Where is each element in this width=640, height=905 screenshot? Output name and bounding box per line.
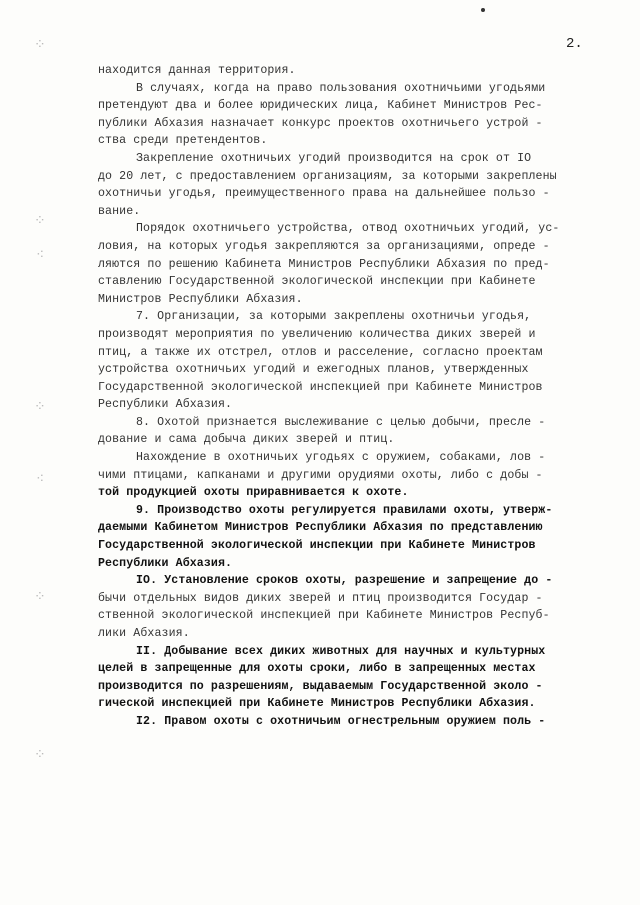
binding-hole-mark: ⁖ (36, 471, 45, 487)
binding-hole-mark: ⁘ (34, 399, 46, 415)
text-line: бычи отдельных видов диких зверей и птиц производится Государ - (98, 591, 543, 605)
paragraph (98, 220, 604, 308)
text-line: ставлению Государственной экологической инспекции при Кабинете (98, 275, 536, 289)
text-line: находится данная территория. (98, 64, 296, 77)
text-line: птиц, а также их отстрел, отлов и расселение, согласно проектам (98, 345, 543, 359)
text-line: Республики Абхазия. (98, 398, 233, 412)
text-line: I2. Правом охоты с охотничьим огнестрельным оружием поль - (136, 714, 546, 728)
text-line: Государственной экологической инспекцией при Кабинете Министров (98, 380, 543, 394)
text-line: ловия, на которых угодья закрепляются за организациями, опреде - (98, 239, 550, 253)
text-line: дование и сама добыча диких зверей и птиц. (98, 433, 395, 447)
text-line: чими птицами, капканами и другими орудиями охоты, либо с добы - (98, 468, 543, 482)
text-line: устройства охотничьих угодий и ежегодных планов, утвержденных (98, 363, 529, 377)
text-line: 8. Охотой признается выслеживание с целью добычи, пресле - (136, 415, 546, 429)
text-line: II. Добывание всех диких животных для научных и культурных (136, 644, 546, 658)
paragraph (98, 643, 604, 713)
paragraph (98, 308, 604, 414)
text-line: претендуют два и более юридических лица, Кабинет Министров Рес- (98, 99, 543, 113)
text-line: целей в запрещенные для охоты сроки, либо в запрещенных местах (98, 662, 536, 676)
binding-hole-mark: ⁘ (34, 747, 46, 763)
text-line: Закрепление охотничьих угодий производится на срок от IO (136, 151, 532, 165)
text-line: В случаях, когда на право пользования охотничьими угодьями (136, 81, 546, 95)
binding-hole-mark: ⁖ (36, 247, 45, 263)
text-line: Государственной экологической инспекции при Кабинете Министров (98, 539, 536, 553)
paragraph (98, 150, 604, 220)
binding-holes (26, 0, 66, 905)
paragraph (98, 62, 604, 80)
paragraph (98, 502, 604, 572)
text-line: даемыми Кабинетом Министров Республики Абхазия по представлению (98, 521, 543, 535)
paragraph (98, 572, 604, 642)
text-line: публики Абхазия назначает конкурс проектов охотничьего устрой - (98, 116, 543, 130)
text-line: до 20 лет, с предоставлением организациям, за которыми закреплены (98, 169, 557, 183)
text-line: Нахождение в охотничьих угодьях с оружием, собаками, лов - (136, 451, 546, 465)
binding-hole-mark: ⁘ (34, 37, 46, 53)
text-line: лики Абхазия. (98, 627, 190, 640)
text-line: Республики Абхазия. (98, 556, 233, 570)
paragraph (98, 414, 604, 449)
paragraph (98, 713, 604, 731)
paragraph (98, 80, 604, 150)
page-number: 2. (566, 36, 583, 52)
text-line: ственной экологической инспекцией при Кабинете Министров Респуб- (98, 609, 550, 623)
text-line: 9. Производство охоты регулируется правилами охоты, утверж- (136, 503, 553, 517)
text-line: Порядок охотничьего устройства, отвод охотничьих угодий, ус- (136, 222, 560, 236)
text-line: IO. Установление сроков охоты, разрешение и запрещение до - (136, 574, 553, 588)
binding-hole-mark: ⁘ (34, 589, 46, 605)
text-line: производят мероприятия по увеличению количества диких зверей и (98, 327, 536, 341)
text-line: той продукцией охоты приравнивается к охоте. (98, 486, 409, 500)
text-line: Министров Республики Абхазия. (98, 292, 303, 306)
text-line: гической инспекцией при Кабинете Министров Республики Абхазия. (98, 697, 536, 711)
text-line: производится по разрешениям, выдаваемым Государственной эколо - (98, 679, 543, 693)
paragraph (98, 449, 604, 502)
text-line: 7. Организации, за которыми закреплены охотничьи угодья, (136, 310, 532, 324)
text-line: ляются по решению Кабинета Министров Республики Абхазия по пред- (98, 257, 550, 271)
speck-mark (481, 8, 485, 12)
text-line: ства среди претендентов. (98, 134, 268, 148)
text-line: вание. (98, 204, 141, 218)
document-body (98, 62, 604, 731)
binding-hole-mark: ⁘ (34, 213, 46, 229)
text-line: охотничьи угодья, преимущественного права на дальнейшее пользо - (98, 187, 550, 201)
